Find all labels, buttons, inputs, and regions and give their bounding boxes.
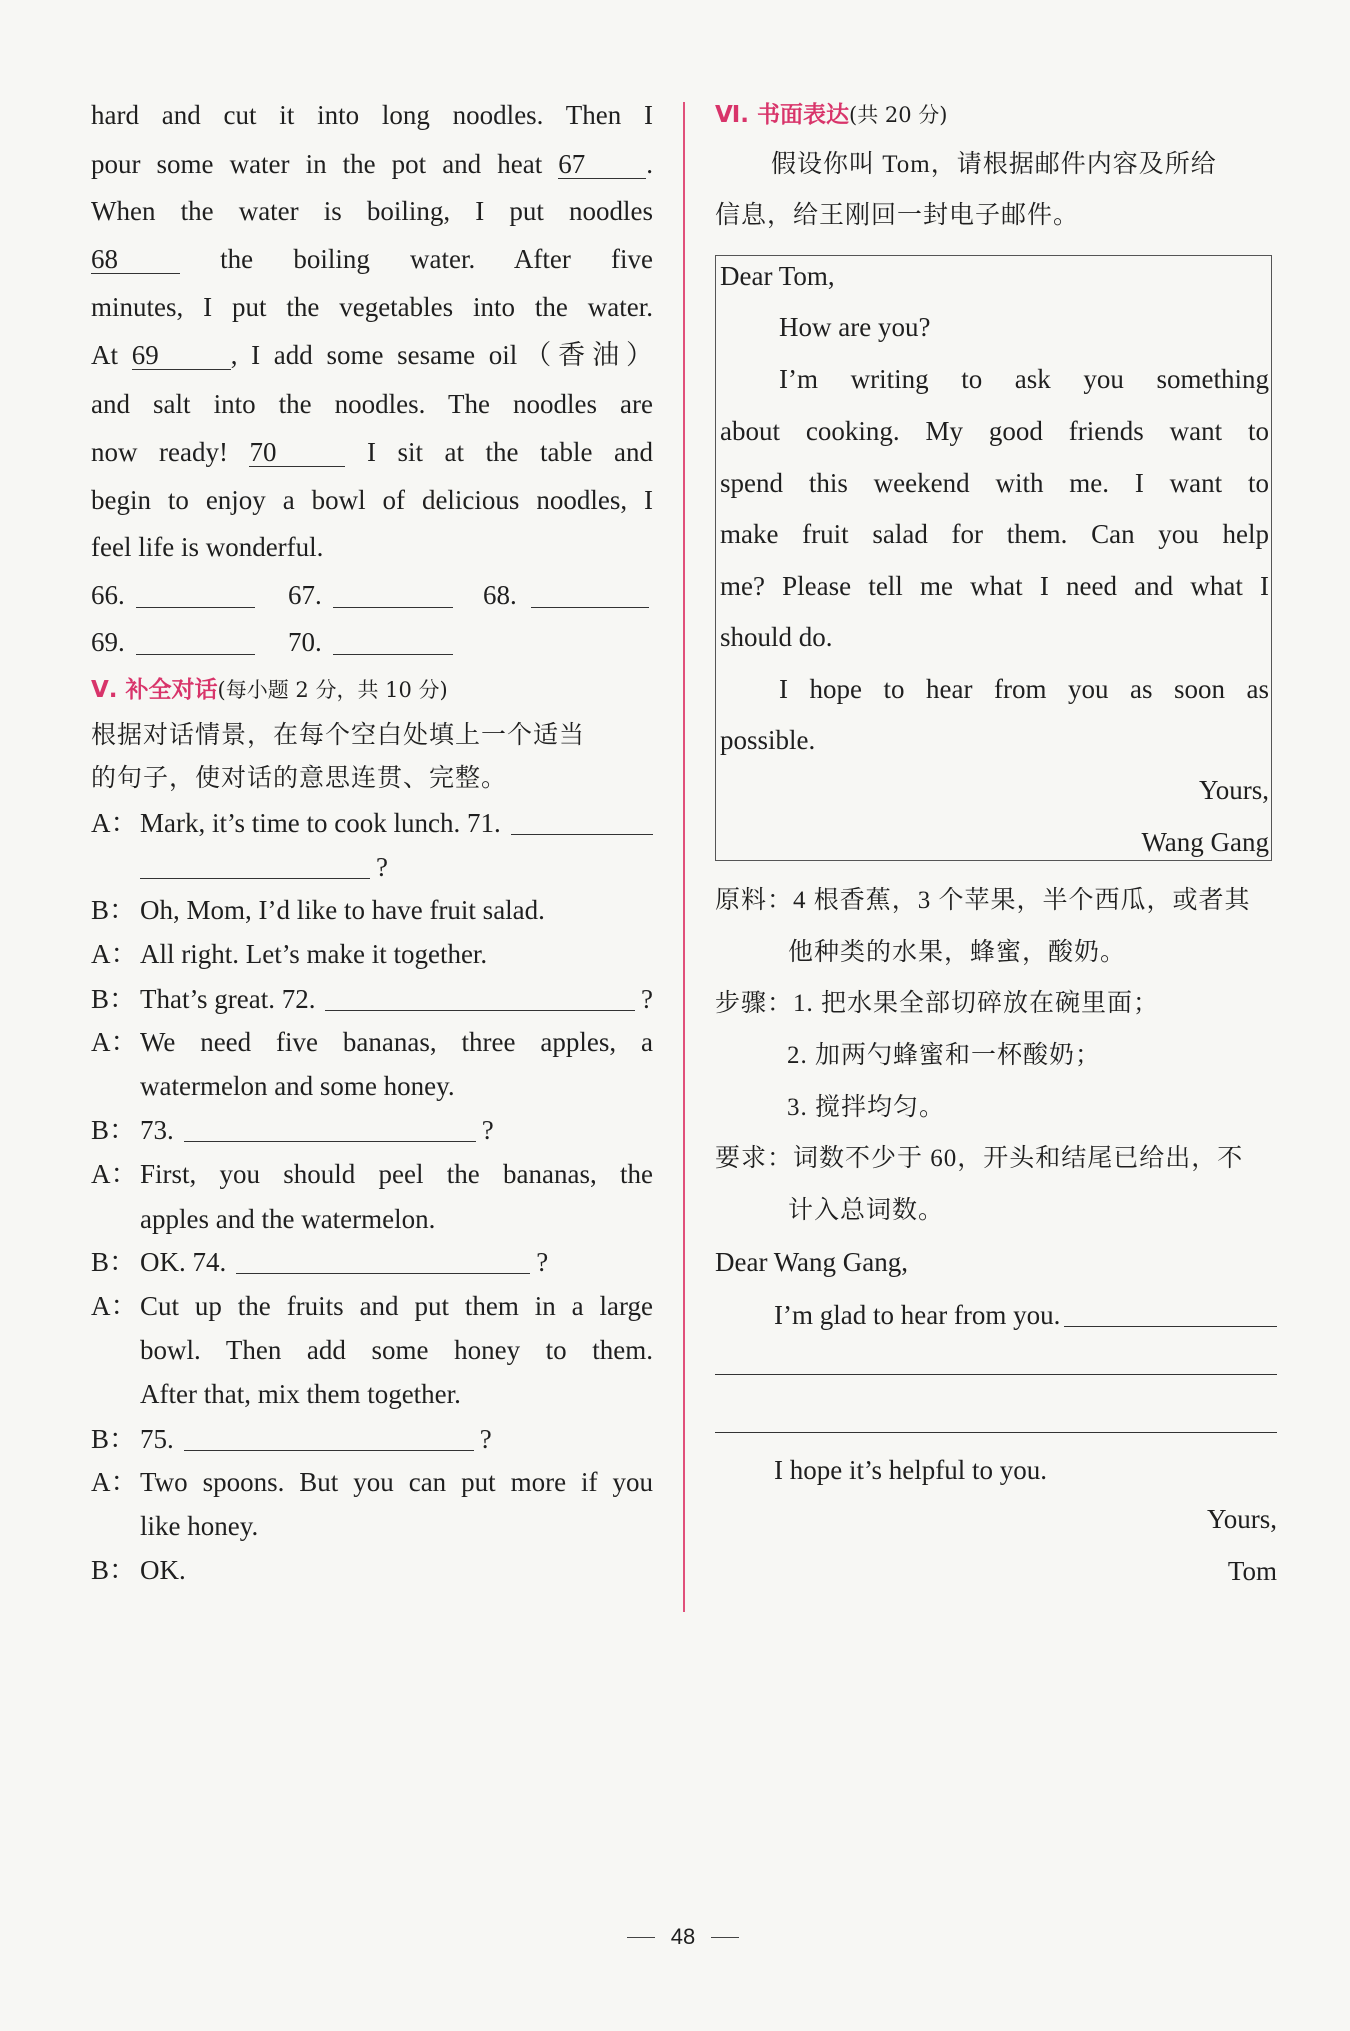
answer-line [333, 625, 453, 655]
dialogue-text: After that, mix them together. [140, 1379, 461, 1409]
blank-71-cont [140, 850, 370, 879]
speaker: A： [91, 808, 138, 838]
question-mark: ? [481, 1115, 494, 1145]
speaker: B： [91, 1115, 137, 1145]
passage-text: I sit at the table and [367, 437, 653, 467]
requirements-text: 词数不少于 60，开头和结尾已给出，不 [793, 1145, 1244, 1172]
section-6-prompt: 信息，给王刚回一封电子邮件。 [715, 202, 1080, 229]
passage-line: minutes, I put the vegetables into the water. [91, 292, 653, 322]
blank-70: 70 [249, 438, 345, 467]
ingredients-label: 原料： [715, 887, 794, 914]
email-line: How are you? [779, 312, 931, 342]
dialogue-line [91, 1553, 653, 1587]
dialogue-line [140, 850, 653, 884]
step-item: 2. 加两勺蜂蜜和一杯酸奶； [787, 1042, 1102, 1069]
section-6-score: (共 20 分) [849, 103, 948, 127]
dialogue-line [91, 1113, 653, 1147]
dialogue-text: Oh, Mom, I’d like to have fruit salad. [140, 895, 545, 925]
answer-line [136, 578, 255, 608]
dialogue-line [91, 1422, 653, 1456]
writing-line [1064, 1298, 1277, 1327]
page-number: 48 [670, 1924, 696, 1949]
passage-line: When the water is boiling, I put noodles [91, 196, 653, 226]
email-greeting: Dear Tom, [720, 261, 835, 291]
blank-74 [236, 1245, 530, 1274]
requirements-label: 要求： [715, 1145, 794, 1172]
section-5-instruction: 的句子，使对话的意思连贯、完整。 [91, 765, 508, 792]
dialogue-line [91, 1157, 653, 1191]
dialogue-text: bowl. Then add some honey to them. [140, 1335, 653, 1365]
steps-line [715, 987, 1159, 1021]
dialogue-line [91, 806, 653, 840]
reply-greeting: Dear Wang Gang, [715, 1247, 909, 1277]
speaker: B： [91, 1247, 137, 1277]
dialogue-line [140, 1202, 653, 1236]
reply-opening: I’m glad to hear from you. [774, 1300, 1061, 1330]
blank-67: 67 [558, 150, 646, 179]
passage-text: the boiling water. After five [220, 244, 653, 274]
question-mark: ? [479, 1424, 492, 1454]
section-5-title: Ⅴ. 补全对话 [91, 677, 218, 703]
steps-label: 步骤： [715, 990, 794, 1017]
answer-line [531, 578, 649, 608]
dialogue-line [91, 1465, 653, 1499]
dialogue-text: Mark, it’s time to cook lunch. 71. [140, 808, 501, 838]
dialogue-text: 73. [140, 1115, 174, 1145]
speaker: A： [91, 1027, 138, 1057]
dialogue-line [91, 982, 653, 1016]
answer-label: 67. [288, 580, 322, 610]
speaker: A： [91, 1467, 138, 1497]
speaker: B： [91, 895, 137, 925]
passage-text: now ready! [91, 437, 228, 467]
column-divider [683, 102, 685, 1612]
dialogue-line [140, 1377, 653, 1411]
speaker: A： [91, 939, 138, 969]
ingredients-text: 他种类的水果，蜂蜜，酸奶。 [788, 939, 1127, 966]
blank-69: 69 [132, 341, 231, 370]
dialogue-text: We need five bananas, three apples, a [140, 1027, 653, 1057]
blank-71 [511, 806, 653, 835]
passage-text: At [91, 340, 118, 370]
dialogue-line [91, 937, 653, 971]
passage-line: and salt into the noodles. The noodles are [91, 389, 653, 419]
speaker: A： [91, 1159, 138, 1189]
reply-closing: Yours, [1206, 1504, 1277, 1534]
answer-row [91, 625, 653, 659]
dialogue-text: Cut up the fruits and put them in a large [140, 1291, 653, 1321]
dialogue-text: 75. [140, 1424, 174, 1454]
answer-label: 70. [288, 627, 322, 657]
dialogue-text: OK. 74. [140, 1247, 227, 1277]
passage-line [91, 338, 653, 372]
dialogue-text: That’s great. 72. [140, 984, 316, 1014]
dialogue-line [140, 1333, 653, 1367]
passage-line: hard and cut it into long noodles. Then I [91, 100, 653, 130]
email-line: possible. [720, 725, 816, 755]
reply-signature: Tom [1227, 1556, 1277, 1586]
requirements-text: 计入总词数。 [788, 1197, 945, 1224]
ingredients-line [715, 884, 1251, 918]
section-6-heading [715, 98, 948, 132]
dialogue-line [91, 1025, 653, 1059]
email-signature: Wang Gang [1141, 827, 1269, 857]
answer-row [91, 578, 653, 612]
email-line: spend this weekend with me. I want to [720, 468, 1269, 498]
passage-text: . [646, 149, 653, 179]
speaker: B： [91, 984, 137, 1014]
dialogue-line [91, 893, 653, 927]
requirements-line [715, 1142, 1243, 1176]
answer-label: 69. [91, 627, 125, 657]
passage-line [91, 242, 653, 276]
reply-opening-line [774, 1298, 1277, 1332]
email-line: make fruit salad for them. Can you help [720, 519, 1269, 549]
passage-line [91, 435, 653, 469]
dialogue-text: Two spoons. But you can put more if you [140, 1467, 653, 1497]
dialogue-line [91, 1245, 653, 1279]
dialogue-line [140, 1069, 653, 1103]
speaker: B： [91, 1424, 137, 1454]
email-box [715, 255, 1272, 861]
dialogue-line [91, 1289, 653, 1323]
writing-line [715, 1374, 1277, 1375]
section-5-score: (每小题 2 分，共 10 分) [217, 678, 448, 702]
page-footer [583, 1920, 783, 1954]
ingredients-text: 4 根香蕉，3 个苹果，半个西瓜，或者其 [793, 887, 1251, 914]
section-6-prompt: 假设你叫 Tom，请根据邮件内容及所给 [771, 151, 1217, 178]
dialogue-line [140, 1509, 653, 1543]
blank-72 [325, 982, 635, 1011]
dialogue-text: apples and the watermelon. [140, 1204, 436, 1234]
email-line: about cooking. My good friends want to [720, 416, 1269, 446]
footer-dash [627, 1937, 655, 1938]
dialogue-text: OK. [140, 1555, 186, 1585]
question-mark: ? [641, 984, 653, 1014]
section-5-heading [91, 673, 448, 707]
answer-line [333, 578, 453, 608]
blank-68: 68 [91, 245, 180, 274]
answer-label: 66. [91, 580, 125, 610]
blank-75 [184, 1422, 474, 1451]
passage-text: , I add some sesame oil（香油） [230, 340, 653, 370]
answer-line [136, 625, 255, 655]
question-mark: ? [536, 1247, 549, 1277]
speaker: B： [91, 1555, 137, 1585]
step-item: 3. 搅拌均匀。 [787, 1094, 946, 1121]
reply-ending: I hope it’s helpful to you. [774, 1455, 1047, 1485]
email-line: I hope to hear from you as soon as [779, 674, 1269, 704]
passage-line [91, 147, 653, 181]
passage-text: pour some water in the pot and heat [91, 149, 543, 179]
dialogue-text: watermelon and some honey. [140, 1071, 455, 1101]
email-line: I’m writing to ask you something [779, 364, 1269, 394]
blank-73 [184, 1113, 476, 1142]
answer-label: 68. [483, 580, 517, 610]
dialogue-text: All right. Let’s make it together. [140, 939, 488, 969]
dialogue-text: like honey. [140, 1511, 259, 1541]
dialogue-text: First, you should peel the bananas, the [140, 1159, 653, 1189]
step-item: 1. 把水果全部切碎放在碗里面； [793, 990, 1160, 1017]
email-line: me? Please tell me what I need and what I [720, 571, 1269, 601]
question-mark: ? [376, 852, 388, 882]
footer-dash [711, 1937, 739, 1938]
email-closing: Yours, [1198, 775, 1269, 805]
section-6-title: Ⅵ. 书面表达 [715, 102, 850, 128]
email-line: should do. [720, 622, 833, 652]
speaker: A： [91, 1291, 138, 1321]
passage-line: feel life is wonderful. [91, 532, 324, 562]
section-5-instruction: 根据对话情景，在每个空白处填上一个适当 [91, 722, 586, 749]
writing-line [715, 1432, 1277, 1433]
passage-line: begin to enjoy a bowl of delicious noodles, I [91, 485, 653, 515]
